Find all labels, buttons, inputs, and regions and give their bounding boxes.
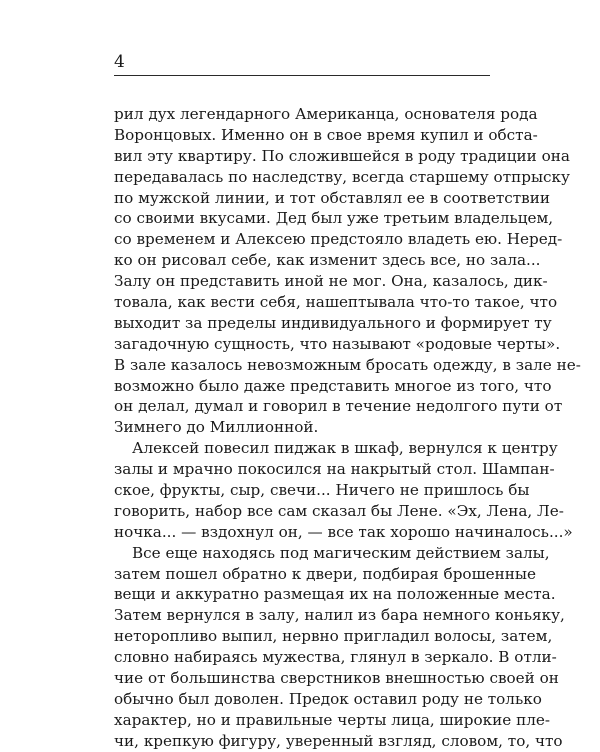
text-line: вил эту квартиру. По сложившейся в роду традиции она [114,146,570,165]
text-line: говорить, набор все сам сказал бы Лене. «Эх, Лена, Ле- [114,501,564,520]
text-line: Все еще находясь под магическим действием залы, [132,543,550,562]
text-line: обычно был доволен. Предок оставил роду не только [114,689,542,708]
text-line: чие от большинства сверстников внешностью своей он [114,669,559,688]
text-line: словно набираясь мужества, глянул в зеркало. В отли- [114,648,557,667]
header-rule [114,75,490,76]
text-line: Залу он представить иной не мог. Она, казалось, дик- [114,272,548,291]
paragraph-2 [114,438,573,542]
text-line: вещи и аккуратно размещая их на положенные места. [114,585,556,604]
text-line: ко он рисовал себе, как изменит здесь все, но зала... [114,251,541,270]
paragraph-1 [114,104,581,438]
text-line: затем пошел обратно к двери, подбирая брошенные [114,564,536,583]
text-line: товала, как вести себя, нашептывала что-то такое, что [114,293,558,312]
text-line: В зале казалось невозможным бросать одежду, в зале не- [114,355,581,374]
text-line: чи, крепкую фигуру, уверенный взгляд, словом, то, что [114,731,563,750]
text-line: Затем вернулся в залу, налил из бара немного коньяку, [114,606,565,625]
text-line: ское, фрукты, сыр, свечи... Ничего не пришлось бы [114,481,530,500]
text-line: залы и мрачно покосился на накрытый стол. Шампан- [114,460,555,479]
text-line: передавалась по наследству, всегда старшему отпрыску [114,167,570,186]
text-line: возможно было даже представить многое из того, что [114,376,552,395]
text-line: Воронцовых. Именно он в свое время купил и обста- [114,125,538,144]
text-line: со временем и Алексею предстояло владеть ею. Неред- [114,230,563,249]
text-line: со своими вкусами. Дед был уже третьим владельцем, [114,209,554,228]
body-text [114,104,581,752]
text-line: Зимнего до Миллионной. [114,418,319,437]
text-line: по мужской линии, и тот обставлял ее в соответствии [114,188,550,207]
text-line: рил дух легендарного Американца, основателя рода [114,105,538,123]
text-line: неторопливо выпил, нервно пригладил волосы, затем, [114,627,553,646]
text-line: выходит за пределы индивидуального и формирует ту [114,313,552,332]
text-line: Алексей повесил пиджак в шкаф, вернулся к центру [132,439,558,458]
text-line: ночка... — вздохнул он, — все так хорошо начиналось...» [114,522,573,541]
text-line: загадочную сущность, что называют «родовые черты». [114,334,561,353]
page-number: 4 [114,52,125,72]
text-line: он делал, думал и говорил в течение недолгого пути от [114,397,563,416]
paragraph-3 [114,543,565,752]
text-line: характер, но и правильные черты лица, широкие пле- [114,710,550,729]
